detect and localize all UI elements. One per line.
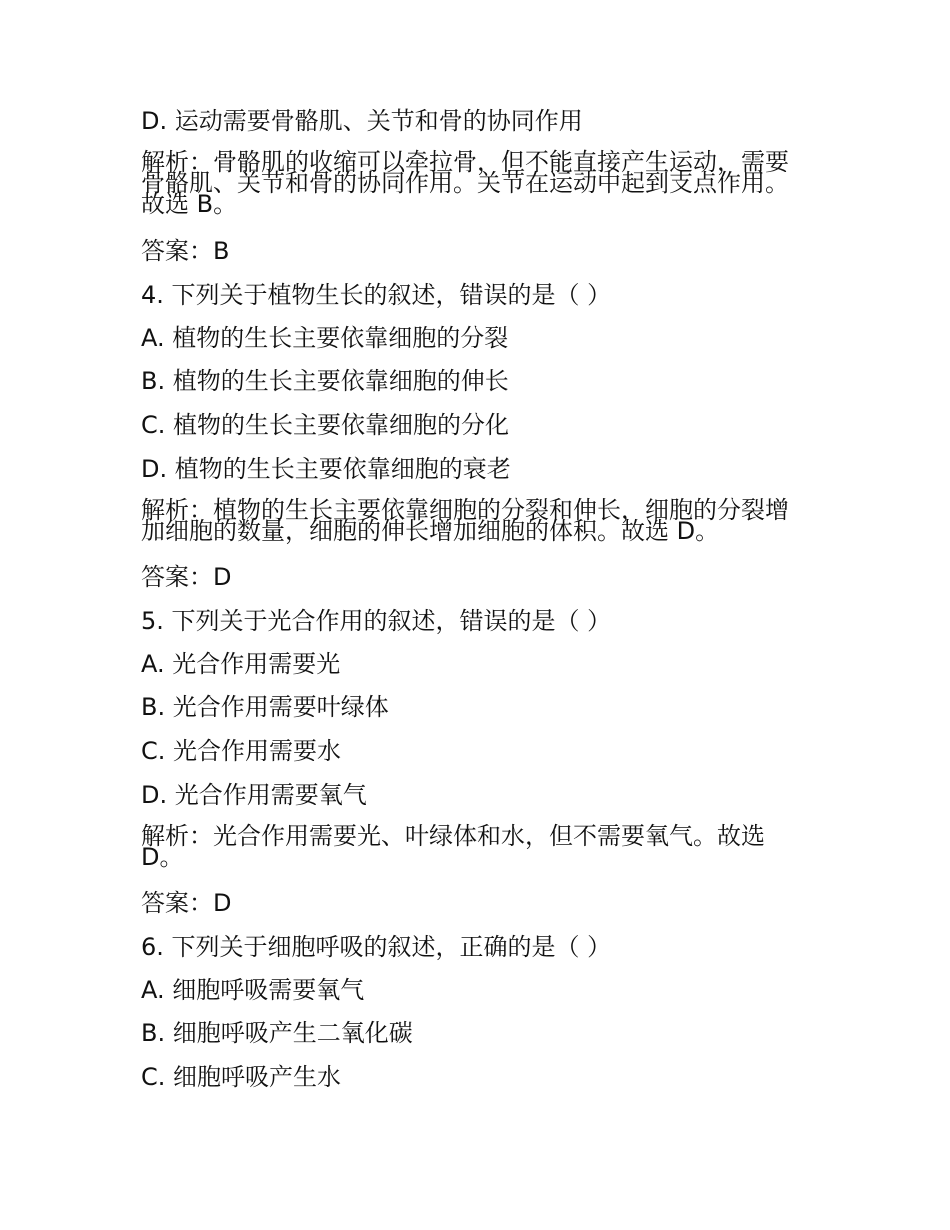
- q4-option-d: D. 植物的生长主要依靠细胞的衰老: [141, 455, 511, 483]
- q3-analysis-line: 故选 B。: [141, 190, 238, 218]
- q6-question: 6. 下列关于细胞呼吸的叙述，正确的是（ ）: [141, 933, 612, 961]
- q4-option-c: C. 植物的生长主要依靠细胞的分化: [141, 411, 510, 439]
- q5-analysis-line: 解析：光合作用需要光、叶绿体和水，但不需要氧气。故选: [141, 822, 765, 850]
- q4-option-b: B. 植物的生长主要依靠细胞的伸长: [141, 367, 509, 395]
- q6-option-a: A. 细胞呼吸需要氧气: [141, 976, 365, 1004]
- q5-option-d: D. 光合作用需要氧气: [141, 781, 367, 809]
- q5-option-a: A. 光合作用需要光: [141, 650, 341, 678]
- q4-option-a: A. 植物的生长主要依靠细胞的分裂: [141, 324, 509, 352]
- q6-option-b: B. 细胞呼吸产生二氧化碳: [141, 1019, 413, 1047]
- q3-analysis: [141, 148, 821, 218]
- q4-answer: 答案：D: [141, 563, 232, 591]
- q3-analysis-line: 骨骼肌、关节和骨的协同作用。关节在运动中起到支点作用。: [141, 169, 789, 197]
- q5-option-b: B. 光合作用需要叶绿体: [141, 693, 389, 721]
- q3-answer: 答案：B: [141, 237, 230, 265]
- q5-analysis-line: D。: [141, 843, 184, 871]
- q6-option-c: C. 细胞呼吸产生水: [141, 1063, 342, 1091]
- q5-answer: 答案：D: [141, 889, 232, 917]
- q3-analysis-line: 解析：骨骼肌的收缩可以牵拉骨，但不能直接产生运动，需要: [141, 148, 789, 176]
- q5-option-c: C. 光合作用需要水: [141, 737, 342, 765]
- q3-option-d: D. 运动需要骨骼肌、关节和骨的协同作用: [141, 107, 583, 135]
- q4-analysis-line: 加细胞的数量，细胞的伸长增加细胞的体积。故选 D。: [141, 517, 720, 545]
- q4-analysis: [141, 496, 821, 545]
- q5-analysis: [141, 822, 821, 871]
- q5-question: 5. 下列关于光合作用的叙述，错误的是（ ）: [141, 607, 612, 635]
- q4-question: 4. 下列关于植物生长的叙述，错误的是（ ）: [141, 281, 612, 309]
- q4-analysis-line: 解析：植物的生长主要依靠细胞的分裂和伸长，细胞的分裂增: [141, 496, 789, 524]
